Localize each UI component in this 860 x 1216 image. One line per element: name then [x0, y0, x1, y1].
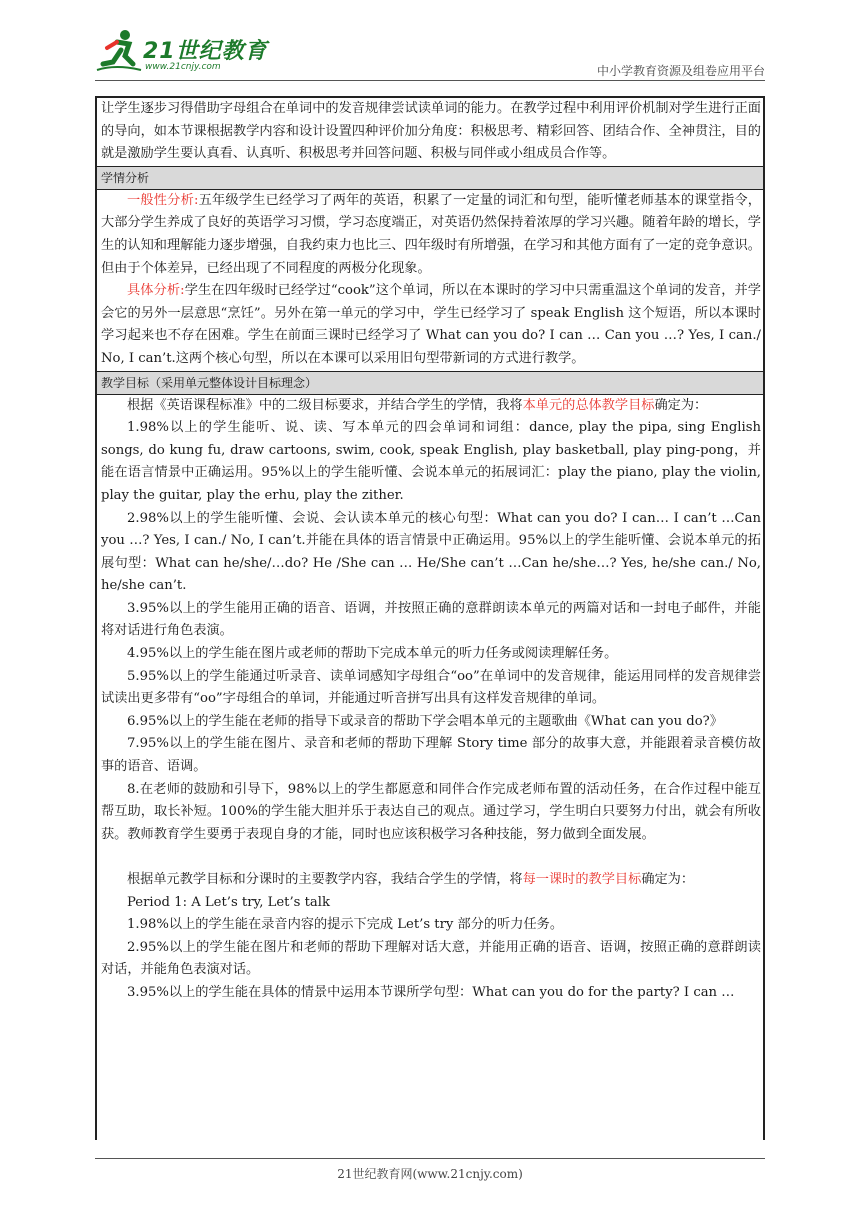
goal-item: 2.98%以上的学生能听懂、会说、会认读本单元的核心句型：What can you do? I can… I can’t …Can you …? Yes, I can./ No, I can’t.并能在具体的语言情景中正确运用。95%以上的学生能听懂、会说本单元的拓展句型：What can he/she/…do? He /She can … He/She can’t …Can he/she…? Yes, he/she can./ No, he/she can’t.	[101, 510, 761, 594]
general-analysis-label: 一般性分析:	[127, 192, 199, 208]
section-heading-goals: 教学目标（采用单元整体设计目标理念）	[97, 371, 763, 395]
goals-lead-end: 确定为：	[654, 397, 708, 413]
page-header	[95, 28, 765, 80]
goal-item: 4.95%以上的学生能在图片或老师的帮助下完成本单元的听力任务或阅读理解任务。	[127, 646, 618, 662]
section-heading-xueqing: 学情分析	[97, 166, 763, 190]
intro-text: 让学生逐步习得借助字母组合在单词中的发音规律尝试读单词的能力。在教学过程中利用评价机制对学生进行正面的导向，如本节课根据教学内容和设计设置四种评价加分角度：积极思考、精彩回答、团结合作、全神贯注，目的就是激励学生要认真看、认真听、积极思考并回答问题、积极与同伴或小组成员合作等。	[101, 101, 761, 162]
goal-item: 5.95%以上的学生能通过听录音、读单词感知字母组合“oo”在单词中的发音规律，能运用同样的发音规律尝试读出更多带有“oo”字母组合的单词，并能通过听音拼写出具有这样发音规律的单词。	[101, 668, 761, 707]
period-lead-text: 根据单元教学目标和分课时的主要教学内容，我结合学生的学情，将	[127, 872, 523, 887]
lesson-plan-table	[95, 96, 765, 1140]
header-divider	[95, 80, 765, 81]
goal-item: 8.在老师的鼓励和引导下，98%以上的学生都愿意和同伴合作完成老师布置的活动任务，在合作过程中能互帮互助，取长补短。100%的学生能大胆并乐于表达自己的观点。通过学习，学生明白只要努力付出，就会有所收获。教师教育学生要勇于表现自身的才能，同时也应该积极学习各种技能，努力做到全面发展。	[101, 781, 761, 842]
period-lead-highlight: 每一课时的教学目标	[522, 872, 642, 887]
footer-divider	[95, 1158, 765, 1159]
platform-name: 中小学教育资源及组卷应用平台	[596, 64, 765, 78]
goal-item: 1.98%以上的学生能听、说、读、写本单元的四会单词和词组：dance, play the pipa, sing English songs, do kung fu, draw cartoons, swim, cook, speak English, play basketball, play ping-pong，并能在语言情景中正确运用。95%以上的学生能听懂、会说本单元的拓展词汇：play the piano, play the violin, play the guitar, play the erhu, play the zither.	[101, 420, 761, 503]
period-item: 1.98%以上的学生能在录音内容的提示下完成 Let’s try 部分的听力任务。	[127, 917, 564, 933]
site-logo[interactable]	[95, 28, 285, 76]
general-analysis-text: 五年级学生已经学习了两年的英语，积累了一定量的词汇和句型，能听懂老师基本的课堂指令，大部分学生养成了良好的英语学习习惯，学习态度端正，对英语仍然保持着浓厚的学习兴趣。随着年龄的增长，学生的认知和理解能力逐步增强，自我约束力也比三、四年级时有所增强，在学习和其他方面有了一定的竞争意识。但由于个体差异，已经出现了不同程度的两极分化现象。	[101, 192, 761, 276]
runner-logo-icon	[95, 28, 143, 74]
period-lead-end: 确定为：	[641, 872, 695, 887]
goal-item: 6.95%以上的学生能在老师的指导下或录音的帮助下学会唱本单元的主题歌曲《What can you do?》	[127, 713, 723, 729]
specific-analysis-label: 具体分析:	[127, 283, 185, 299]
page-footer[interactable]: 21世纪教育网(www.21cnjy.com)	[337, 1167, 523, 1181]
blank-line	[101, 846, 761, 869]
period-item: 3.95%以上的学生能在具体的情景中运用本节课所学句型：What can you do for the party? I can …	[127, 984, 735, 1000]
general-analysis	[101, 190, 761, 280]
goal-item: 7.95%以上的学生能在图片、录音和老师的帮助下理解 Story time 部分的故事大意，并能跟着录音模仿故事的语音、语调。	[101, 736, 761, 775]
logo-text: 21世纪教育	[143, 39, 268, 64]
goals-lead-text: 根据《英语课程标准》中的二级目标要求，并结合学生的学情，我将	[127, 397, 523, 413]
logo-url: www.21cnjy.com	[145, 62, 221, 72]
goal-item: 3.95%以上的学生能用正确的语音、语调，并按照正确的意群朗读本单元的两篇对话和一封电子邮件，并能将对话进行角色表演。	[101, 600, 761, 639]
goals-section	[97, 395, 763, 1005]
goals-lead	[101, 395, 761, 418]
period-item: 2.95%以上的学生能在图片和老师的帮助下理解对话大意，并能用正确的语音、语调，按照正确的意群朗读对话，并能角色表演对话。	[101, 939, 761, 978]
goals-lead-highlight: 本单元的总体教学目标	[522, 397, 655, 413]
xueqing-section	[97, 190, 763, 371]
specific-analysis	[101, 280, 761, 370]
period-title: Period 1: A Let’s try, Let’s talk	[127, 894, 331, 910]
intro-section	[97, 98, 763, 166]
period-goals-lead	[101, 869, 761, 892]
specific-analysis-text: 学生在四年级时已经学过“cook”这个单词，所以在本课时的学习中只需重温这个单词的发音，并学会它的另外一层意思“烹饪”。另外在第一单元的学习中，学生已经学习了 speak English 这个短语，所以本课时学习起来也不存在困难。学生在前面三课时已经学习了 What can you do? I can … Can you …? Yes, I can./ No, I can’t.这两个核心句型，所以在本课可以采用旧句型带新词的方式进行教学。	[101, 283, 761, 366]
